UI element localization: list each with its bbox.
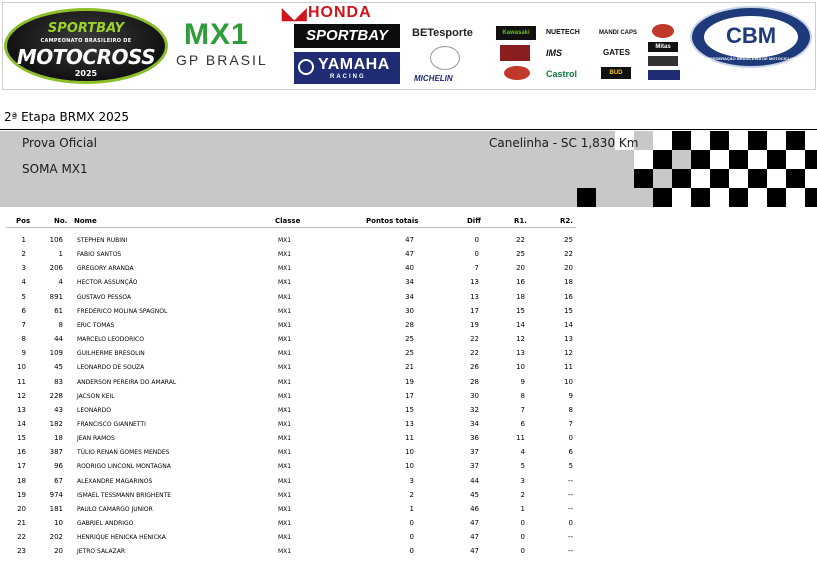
flag-square [691,131,710,150]
cell-number: 18 [54,434,63,443]
cell-points: 21 [405,363,414,372]
flag-square [691,188,710,207]
cell-diff: 47 [470,547,479,556]
cell-number: 67 [54,476,63,485]
cell-r2: 13 [564,335,573,344]
flag-square [710,188,729,207]
table-row [0,403,817,417]
mandi-caps-logo: MANDI CAPS [599,30,638,36]
cell-class: MX1 [278,477,292,485]
cell-name: ISMAEL TESSMANN BRIGHENTE [77,491,172,499]
logo-year: 2025 [74,69,98,78]
cell-r1: 8 [520,391,525,400]
cell-pos: 14 [17,419,26,428]
flag-square [767,169,786,188]
cell-name: JACSON KEIL [77,392,115,400]
flag-square [729,150,748,169]
cell-name: MARCELO LEODORICO [77,336,144,344]
cell-r2: -- [567,533,573,542]
cell-r1: 10 [516,363,525,372]
cell-class: MX1 [278,463,292,471]
cell-class: MX1 [278,350,292,358]
nuetech-logo: NUETECH [546,29,580,36]
cell-pos: 17 [17,462,26,471]
mx1-logo-subtitle: GP BRASIL [176,52,268,68]
results-table-header [0,214,817,228]
cell-r1: 0 [520,519,525,527]
sponsor-round-badge [504,66,530,80]
cell-diff: 34 [470,419,479,428]
cell-number: 228 [49,391,63,400]
cell-class: MX1 [278,534,292,542]
cell-class: MX1 [278,321,292,329]
cell-diff: 46 [470,504,479,513]
flag-square [691,150,710,169]
cell-name: STEPHEN RUBINI [77,237,128,244]
flag-square [634,150,653,169]
flag-square [672,169,691,188]
cell-diff: 17 [470,306,479,315]
table-row [0,290,817,304]
col-header-class: Classe [275,217,301,225]
cell-pos: 5 [21,292,26,301]
cell-class: MX1 [278,420,292,428]
flag-square [691,169,710,188]
honda-logo [280,2,418,22]
cell-points: 17 [405,391,414,400]
cell-class: MX1 [278,293,292,301]
cell-diff: 45 [470,490,479,499]
cell-class: MX1 [278,251,292,259]
cell-pos: 3 [21,264,26,273]
cell-number: 974 [49,490,63,499]
cell-points: 1 [409,504,414,513]
cell-r1: 13 [516,349,525,358]
flag-square [748,188,767,207]
cell-name: JETRO SALAZAR [77,548,126,556]
ims-logo: IMS [546,48,563,58]
bud-logo: BUD [601,67,631,79]
cell-number: 202 [49,533,63,542]
cell-pos: 21 [17,519,26,527]
sportbay-logo: SPORTBAY [294,24,400,48]
cell-points: 30 [405,306,414,315]
table-row [0,530,817,544]
cell-name: HECTOR ASSUNÇÃO [77,279,138,287]
honda-logo-text: HONDA [308,4,372,21]
cell-points: 2 [409,490,414,499]
flag-square [786,150,805,169]
cell-r1: 25 [516,250,525,259]
cell-pos: 23 [17,547,26,556]
cell-points: 10 [405,448,414,457]
table-row [0,459,817,473]
yamaha-logo-subtitle: RACING [330,74,366,80]
cell-points: 25 [405,349,414,358]
motocross-championship-logo [4,8,168,84]
yamaha-logo-text: YAMAHA [318,56,390,73]
cell-pos: 19 [17,490,26,499]
cbm-logo [690,6,812,68]
col-header-points: Pontos totais [366,217,419,225]
cell-number: 182 [49,419,63,428]
gates-logo: GATES [603,48,630,57]
flag-square [805,131,817,150]
race-type-label: Prova Oficial [22,136,97,150]
cell-points: 28 [405,320,414,329]
sponsor-dark-badge [648,56,678,66]
flag-square [767,150,786,169]
cell-number: 206 [49,264,63,273]
betesporte-logo: BETesporte [412,27,473,39]
flag-square [805,188,817,207]
race-info-band [0,131,817,207]
flag-square [767,131,786,150]
cell-diff: 26 [470,363,479,372]
cell-number: 96 [54,462,63,471]
cell-number: 20 [54,547,63,556]
flag-square [672,188,691,207]
cell-r2: 6 [568,448,573,457]
mx1-gp-brasil-logo [176,18,288,74]
cell-number: 387 [49,448,63,457]
cell-points: 11 [405,434,414,443]
cell-pos: 1 [21,236,26,244]
cell-points: 47 [405,236,414,244]
cell-number: 83 [54,377,63,386]
cell-r1: 7 [520,405,525,414]
flag-square [805,169,817,188]
cell-r1: 6 [520,419,525,428]
race-category-label: SOMA MX1 [22,162,88,176]
cell-r2: -- [567,547,573,556]
flag-square [786,169,805,188]
cell-points: 25 [405,335,414,344]
cell-r2: 9 [568,391,573,400]
cell-pos: 7 [21,320,26,329]
logo-title: MOTOCROSS [16,45,156,69]
cell-points: 10 [405,462,414,471]
table-row [0,516,817,530]
cell-r2: -- [567,476,573,485]
cell-pos: 4 [21,278,26,287]
event-title-divider [0,129,817,130]
cell-class: MX1 [278,520,292,527]
cell-name: HENRIQUE HENICKA HENICKA [77,534,166,542]
mx1-logo-title: MX1 [184,18,249,51]
cell-class: MX1 [278,435,292,443]
cell-points: 0 [409,533,414,542]
cell-r1: 0 [520,547,525,556]
cell-points: 0 [409,547,414,556]
cell-pos: 6 [21,306,26,315]
race-badge-logo [430,46,460,70]
cell-pos: 10 [17,363,26,372]
cell-r2: 18 [564,278,573,287]
cell-points: 40 [405,264,414,273]
table-row [0,318,817,332]
cell-pos: 12 [17,391,26,400]
cell-name: FABIO SANTOS [77,251,122,259]
flag-square [729,131,748,150]
cell-name: ALEXANDRE MAGARINOS [77,477,153,485]
flag-square [710,169,729,188]
table-row [0,375,817,389]
cell-points: 34 [405,292,414,301]
cell-class: MX1 [278,265,292,273]
cell-diff: 30 [470,391,479,400]
cell-number: 45 [54,363,63,372]
table-row [0,502,817,516]
cell-pos: 9 [21,349,26,358]
col-header-name: Nome [74,217,97,225]
cell-r2: 14 [564,320,573,329]
cell-name: PAULO CAMARGO JUNIOR [77,505,153,513]
race-location-label: Canelinha - SC 1,830 Km [489,136,639,150]
cell-class: MX1 [278,307,292,315]
sponsor-banner [0,0,817,94]
cell-number: 44 [54,335,63,344]
cell-r2: -- [567,504,573,513]
cbm-logo-text: CBM [725,23,777,48]
cell-diff: 0 [474,236,479,244]
cell-diff: 22 [470,335,479,344]
cell-name: GABRIEL ANDRIGO [77,520,134,527]
cell-r1: 15 [516,306,525,315]
logo-subtitle: CAMPEONATO BRASILEIRO DE [40,38,132,44]
cell-r1: 20 [516,264,525,273]
yamaha-logo [294,52,400,84]
cell-pos: 11 [17,377,26,386]
cell-diff: 37 [470,462,479,471]
cell-number: 43 [54,405,63,414]
cell-class: MX1 [278,336,292,344]
cell-points: 15 [405,405,414,414]
cell-class: MX1 [278,279,292,287]
honda-wing-icon: ◣◢ [282,6,307,23]
cell-r2: 0 [568,519,573,527]
flag-square [710,150,729,169]
cell-number: 891 [49,292,63,301]
cell-pos: 15 [17,434,26,443]
col-header-r1: R1. [514,217,527,225]
col-header-r2: R2. [560,217,573,225]
cell-diff: 37 [470,448,479,457]
table-row [0,332,817,346]
table-row [0,247,817,261]
cell-diff: 47 [470,519,479,527]
cell-pos: 18 [17,476,26,485]
table-row [0,544,817,558]
flag-square [634,169,653,188]
cell-diff: 13 [470,278,479,287]
cell-r1: 12 [516,335,525,344]
cell-diff: 44 [470,476,479,485]
kawasaki-logo: Kawasaki [496,26,536,40]
cell-r2: 16 [564,292,573,301]
cell-r2: 11 [564,363,573,372]
col-header-pos: Pos [16,217,31,225]
cell-r1: 16 [516,278,525,287]
cell-class: MX1 [278,406,292,414]
mitas-logo: Mitas [648,42,678,52]
cell-name: FREDERICO MOLINA SPAGNOL [77,307,168,315]
cell-name: GREGORY ARANDA [77,265,134,273]
cell-diff: 0 [474,250,479,259]
cell-number: 181 [49,504,63,513]
cell-class: MX1 [278,237,292,244]
cell-diff: 13 [470,292,479,301]
cell-name: FRANCISCO GIANNETTI [77,420,146,428]
col-header-diff: Diff [467,217,481,225]
cell-r2: 10 [564,377,573,386]
cell-diff: 36 [470,434,479,443]
cell-pos: 13 [17,405,26,414]
cell-r2: 20 [564,264,573,273]
logo-brand: SPORTBAY [47,21,125,36]
table-row [0,445,817,459]
flag-square [729,169,748,188]
sponsor-red-round-logo [652,24,674,38]
table-row [0,389,817,403]
cell-name: ERIC TOMAS [77,321,115,329]
flag-square [710,131,729,150]
cell-name: ANDERSON PEREIRA DO AMARAL [77,378,177,386]
cell-number: 4 [58,278,63,287]
cell-diff: 19 [470,320,479,329]
table-row [0,261,817,275]
col-header-number: No. [54,217,68,225]
table-row [0,488,817,502]
table-row [0,233,817,247]
flag-square [653,131,672,150]
cell-pos: 22 [17,533,26,542]
cell-name: JEAN RAMOS [77,435,115,443]
cell-pos: 2 [21,250,26,259]
cell-r2: 22 [564,250,573,259]
cell-r2: 12 [564,349,573,358]
cell-points: 47 [405,250,414,259]
cell-diff: 32 [470,405,479,414]
cell-number: 1 [58,250,63,259]
cell-r2: 8 [568,405,573,414]
cell-r1: 4 [520,448,525,457]
cell-points: 0 [409,519,414,527]
cell-r1: 22 [516,236,525,244]
cell-name: GUILHERME BRESOLIN [77,350,145,358]
sponsor-blue-badge [648,70,680,80]
cell-diff: 7 [474,264,479,273]
cell-number: 106 [49,236,63,244]
sponsor-red-badge [500,45,530,61]
cell-r1: 11 [516,434,525,443]
cell-r2: -- [567,490,573,499]
cell-r2: 5 [568,462,573,471]
flag-square [729,188,748,207]
cell-r2: 15 [564,306,573,315]
cell-diff: 28 [470,377,479,386]
cell-number: 61 [54,306,63,315]
cell-class: MX1 [278,392,292,400]
cell-name: RODRIGO LINCONL MONTAGNA [77,463,171,471]
table-row [0,346,817,360]
cell-class: MX1 [278,505,292,513]
cell-class: MX1 [278,548,292,556]
cell-name: TÚLIO RENAN GOMES MENDES [77,449,170,457]
flag-square [653,188,672,207]
cell-points: 3 [409,476,414,485]
cell-r1: 0 [520,533,525,542]
cell-r2: 7 [568,419,573,428]
flag-square [748,131,767,150]
table-row [0,417,817,431]
cell-number: 8 [58,320,63,329]
cell-pos: 16 [17,448,26,457]
cell-r1: 18 [516,292,525,301]
cell-class: MX1 [278,364,292,372]
cell-diff: 47 [470,533,479,542]
castrol-logo: Castrol [546,69,578,79]
table-header-divider [6,227,576,228]
cell-diff: 22 [470,349,479,358]
table-row [0,360,817,374]
cell-class: MX1 [278,449,292,457]
cell-r2: 25 [564,236,573,244]
cell-points: 13 [405,419,414,428]
cell-r1: 3 [520,476,525,485]
cell-r1: 9 [520,377,525,386]
flag-square [786,131,805,150]
cell-points: 34 [405,278,414,287]
cell-points: 19 [405,377,414,386]
flag-square [748,150,767,169]
flag-square [767,188,786,207]
cell-number: 10 [54,519,63,527]
event-title: 2ª Etapa BRMX 2025 [4,110,130,124]
cell-r1: 14 [516,320,525,329]
cell-r2: 0 [568,434,573,443]
cell-name: LEONARDO [77,406,111,414]
flag-square [672,131,691,150]
flag-square [805,150,817,169]
cell-class: MX1 [278,491,292,499]
cbm-logo-subtitle: CONFEDERAÇÃO BRASILEIRA DE MOTOCICLISMO [701,56,801,61]
flag-square [577,188,596,207]
cell-r1: 2 [520,490,525,499]
table-row [0,431,817,445]
cell-pos: 20 [17,504,26,513]
table-row [0,275,817,289]
cell-pos: 8 [21,335,26,344]
flag-square [786,188,805,207]
table-row [0,474,817,488]
flag-square [748,169,767,188]
cell-number: 109 [49,349,63,358]
table-row [0,304,817,318]
cell-r1: 5 [520,462,525,471]
cell-class: MX1 [278,378,292,386]
flag-square [653,150,672,169]
cell-name: LEONARDO DE SOUZA [77,364,145,372]
yamaha-tuning-fork-icon [298,59,314,75]
cell-name: GUSTAVO PESSOA [77,293,132,301]
cell-r1: 1 [520,504,525,513]
michelin-logo: MICHELIN [414,74,453,83]
